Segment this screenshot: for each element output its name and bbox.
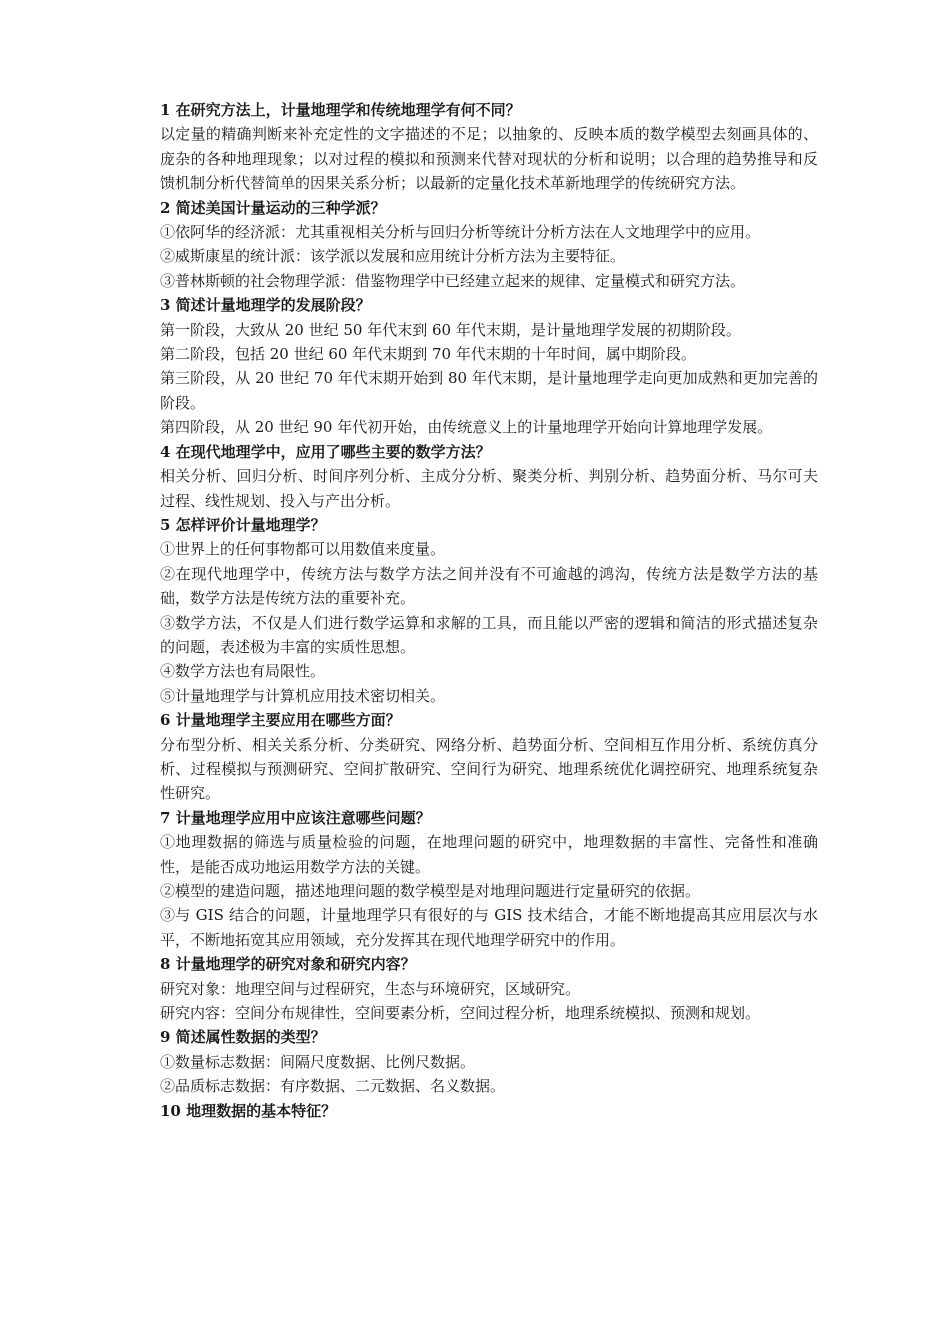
qa-item-8 [160,952,818,1025]
answer-paragraph: ①依阿华的经济派：尤其重视相关分析与回归分析等统计分析方法在人文地理学中的应用。 [160,223,761,242]
answer-paragraph: 第三阶段，从 20 世纪 70 年代末期开始到 80 年代末期，是计量地理学走向更加成熟和更加完善的阶段。 [160,369,818,412]
answer-paragraph: 相关分析、回归分析、时间序列分析、主成分分析、聚类分析、判别分析、趋势面分析、马尔可夫过程、线性规划、投入与产出分析。 [160,467,818,510]
qa-item-10 [160,1099,818,1123]
answer-paragraph: 分布型分析、相关关系分析、分类研究、网络分析、趋势面分析、空间相互作用分析、系统仿真分析、过程模拟与预测研究、空间扩散研究、空间行为研究、地理系统优化调控研究、地理系统复杂性研究。 [160,735,818,803]
question-heading: 2 简述美国计量运动的三种学派？ [160,198,386,217]
answer-paragraph: 研究内容：空间分布规律性，空间要素分析，空间过程分析，地理系统模拟、预测和规划。 [160,1004,761,1023]
answer-paragraph: ①数量标志数据：间隔尺度数据、比例尺数据。 [160,1052,476,1071]
answer-paragraph: ③数学方法，不仅是人们进行数学运算和求解的工具，而且能以严密的逻辑和简洁的形式描述复杂的问题，表述极为丰富的实质性思想。 [160,613,818,656]
qa-item-1 [160,98,818,196]
answer-paragraph: 第二阶段，包括 20 世纪 60 年代末期到 70 年代末期的十年时间，属中期阶段。 [160,345,696,364]
qa-item-3 [160,293,818,439]
question-heading: 5 怎样评价计量地理学？ [160,515,326,534]
answer-paragraph: ④数学方法也有局限性。 [160,662,326,681]
answer-paragraph: ①世界上的任何事物都可以用数值来度量。 [160,540,446,559]
qa-item-6 [160,708,818,806]
question-heading: 10 地理数据的基本特征？ [160,1101,337,1120]
qa-item-4 [160,440,818,513]
question-heading: 8 计量地理学的研究对象和研究内容？ [160,955,416,974]
answer-paragraph: ③与 GIS 结合的问题，计量地理学只有很好的与 GIS 技术结合，才能不断地提高其应用层次与水平，不断地拓宽其应用领域，充分发挥其在现代地理学研究中的作用。 [160,906,818,949]
qa-item-7 [160,806,818,952]
answer-paragraph: 研究对象：地理空间与过程研究，生态与环境研究，区域研究。 [160,979,581,998]
answer-paragraph: ②威斯康星的统计派：该学派以发展和应用统计分析方法为主要特征。 [160,247,626,266]
answer-paragraph: ①地理数据的筛选与质量检验的问题，在地理问题的研究中，地理数据的丰富性、完备性和准确性，是能否成功地运用数学方法的关键。 [160,833,818,876]
answer-paragraph: ②品质标志数据：有序数据、二元数据、名义数据。 [160,1077,506,1096]
answer-paragraph: ②模型的建造问题，描述地理问题的数学模型是对地理问题进行定量研究的依据。 [160,882,701,900]
answer-paragraph: 第一阶段，大致从 20 世纪 50 年代末到 60 年代末期，是计量地理学发展的初期阶段。 [160,320,741,339]
qa-item-2 [160,196,818,294]
question-heading: 7 计量地理学应用中应该注意哪些问题？ [160,808,431,827]
question-heading: 6 计量地理学主要应用在哪些方面？ [160,711,401,730]
answer-paragraph: ⑤计量地理学与计算机应用技术密切相关。 [160,686,446,705]
qa-item-5 [160,513,818,708]
answer-paragraph: 第四阶段，从 20 世纪 90 年代初开始，由传统意义上的计量地理学开始向计算地理学发展。 [160,418,773,437]
question-heading: 1 在研究方法上，计量地理学和传统地理学有何不同？ [160,101,521,119]
question-heading: 4 在现代地理学中，应用了哪些主要的数学方法？ [160,442,491,461]
question-heading: 3 简述计量地理学的发展阶段？ [160,296,371,315]
question-heading: 9 简述属性数据的类型？ [160,1028,326,1047]
answer-paragraph: ②在现代地理学中，传统方法与数学方法之间并没有不可逾越的鸿沟，传统方法是数学方法的基础，数学方法是传统方法的重要补充。 [160,564,818,608]
answer-paragraph: 以定量的精确判断来补充定性的文字描述的不足；以抽象的、反映本质的数学模型去刻画具体的、庞杂的各种地理现象；以对过程的模拟和预测来代替对现状的分析和说明；以合理的趋势推导和反馈机制分析代替简单的因果关系分析；以最新的定量化技术革新地理学的传统研究方法。 [160,125,818,193]
answer-paragraph: ③普林斯顿的社会物理学派：借鉴物理学中已经建立起来的规律、定量模式和研究方法。 [160,271,746,290]
qa-item-9 [160,1025,818,1098]
